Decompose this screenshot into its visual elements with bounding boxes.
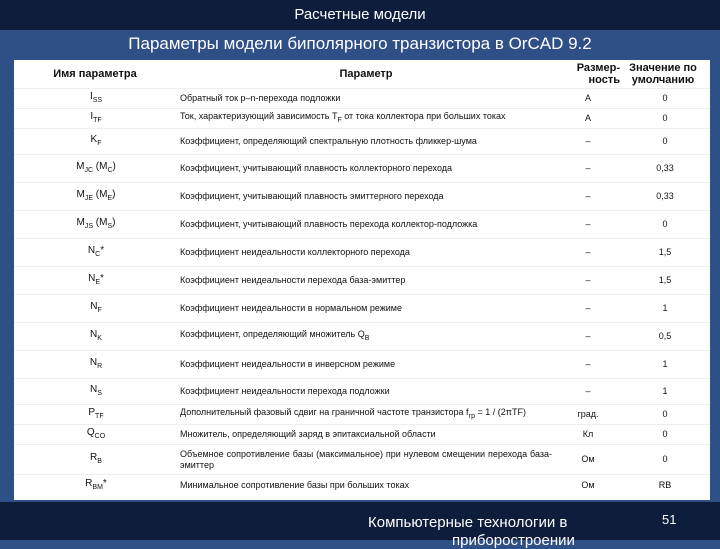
table-row — [14, 295, 710, 323]
description-subscript: F — [337, 116, 342, 124]
param-description: Минимальное сопротивление базы при больших токах — [180, 480, 410, 491]
param-description: Коэффициент, определяющий множитель Q — [180, 329, 365, 340]
table-body — [14, 89, 710, 497]
table-row — [14, 445, 710, 475]
param-symbol: I — [90, 111, 94, 122]
param-symbol-suffix: (M — [93, 161, 108, 172]
param-name-cell — [14, 425, 176, 445]
param-description: Коэффициент неидеальности коллекторного перехода — [180, 247, 410, 257]
param-unit: А — [556, 89, 620, 109]
param-symbol-subscript: C — [95, 251, 101, 258]
column-header-name: Имя параметра — [53, 68, 137, 80]
param-description: Коэффициент, учитывающий плавность эмиттерного перехода — [180, 191, 444, 201]
param-default-value: 0,5 — [620, 323, 710, 351]
param-default-value: 0 — [620, 89, 710, 109]
param-symbol-subscript: TF — [95, 413, 104, 420]
param-unit: – — [556, 239, 620, 267]
param-unit: Ом — [556, 475, 620, 497]
param-symbol-subscript: F — [97, 307, 102, 314]
param-unit: – — [556, 379, 620, 405]
param-symbol-subscript: SS — [92, 97, 103, 104]
param-symbol-subscript: JE — [84, 195, 94, 202]
param-description-continued: = 1 / (2πTF) — [475, 407, 526, 418]
param-description-cell — [176, 155, 556, 183]
param-symbol-subscript: B — [97, 458, 102, 465]
description-subscript: гр — [468, 412, 475, 420]
param-description: Коэффициент неидеальности перехода подложки — [180, 386, 390, 396]
param-alias-subscript: S — [107, 223, 113, 230]
table-header-row — [14, 60, 710, 89]
param-symbol-suffix: (M — [93, 189, 108, 200]
param-name-cell — [14, 379, 176, 405]
param-unit: – — [556, 267, 620, 295]
param-symbol-subscript: K — [97, 335, 102, 342]
param-symbol: P — [88, 407, 96, 418]
param-unit: – — [556, 323, 620, 351]
param-symbol-subscript: CO — [94, 433, 106, 440]
param-description: Коэффициент неидеальности в нормальном режиме — [180, 303, 402, 313]
param-description: Множитель, определяющий заряд в эпитаксиальной области — [180, 429, 436, 439]
param-symbol: I — [89, 91, 93, 102]
param-description: Дополнительный фазовый сдвиг на граничной частоте транзистора f — [180, 407, 469, 418]
header-bar — [0, 0, 720, 30]
table-row — [14, 89, 710, 109]
param-name-cell — [14, 405, 176, 425]
table-row — [14, 323, 710, 351]
param-unit: Кл — [556, 425, 620, 445]
param-description-cell — [176, 295, 556, 323]
param-unit: – — [556, 211, 620, 239]
param-symbol: R — [85, 478, 93, 490]
param-alias-close: ) — [112, 189, 116, 200]
table-row — [14, 183, 710, 211]
description-subscript: B — [364, 334, 370, 342]
param-alias-close: ) — [112, 161, 116, 172]
table-row — [14, 109, 710, 129]
table-row — [14, 239, 710, 267]
param-default-value: 0 — [620, 129, 710, 155]
param-name-cell — [14, 351, 176, 379]
param-default-value: 1,5 — [620, 239, 710, 267]
param-symbol: N — [90, 301, 98, 312]
param-description-cell — [176, 89, 556, 109]
param-description-cell — [176, 323, 556, 351]
param-symbol: K — [90, 134, 98, 145]
param-name-cell — [14, 155, 176, 183]
param-unit: – — [556, 155, 620, 183]
table-row — [14, 425, 710, 445]
param-symbol-subscript: F — [97, 140, 102, 147]
param-description-cell — [176, 425, 556, 445]
param-description-cell — [176, 267, 556, 295]
param-symbol: N — [90, 384, 98, 395]
param-description: Коэффициент, определяющий спектральную плотность фликкер-шума — [180, 136, 477, 146]
param-symbol: M — [76, 217, 85, 228]
param-default-value: 1 — [620, 295, 710, 323]
param-name-cell — [14, 211, 176, 239]
header-title: Расчетные модели — [294, 6, 426, 23]
param-symbol: R — [90, 452, 98, 463]
param-name-cell — [14, 475, 176, 497]
param-description: Объемное сопротивление базы (максимальное) при нулевом смещении перехода база-эмиттер — [180, 448, 552, 470]
param-description-cell — [176, 379, 556, 405]
param-symbol: N — [90, 329, 98, 340]
param-description-cell — [176, 351, 556, 379]
param-alias-subscript: E — [107, 195, 113, 202]
param-name-cell — [14, 89, 176, 109]
param-description: Коэффициент неидеальности перехода база-эмиттер — [180, 275, 406, 285]
param-default-value: 1,5 — [620, 267, 710, 295]
table-row — [14, 475, 710, 497]
param-symbol-suffix: * — [102, 478, 107, 490]
footer-bar — [0, 502, 720, 540]
table-row — [14, 211, 710, 239]
table-row — [14, 405, 710, 425]
param-description: Коэффициент, учитывающий плавность коллекторного перехода — [180, 163, 453, 173]
param-default-value: 1 — [620, 351, 710, 379]
param-description-cell — [176, 239, 556, 267]
param-symbol-subscript: S — [97, 390, 102, 397]
footer-text-continued: приборостроении — [452, 532, 575, 549]
param-name-cell — [14, 129, 176, 155]
param-name-cell — [14, 295, 176, 323]
param-symbol: N — [87, 245, 96, 256]
param-name-cell — [14, 323, 176, 351]
param-default-value: 1 — [620, 379, 710, 405]
param-description: Обратный ток p–n-перехода подложки — [180, 93, 341, 103]
param-unit: А — [556, 109, 620, 129]
param-unit: – — [556, 351, 620, 379]
param-symbol-subscript: R — [97, 363, 103, 370]
parameter-table-container — [14, 60, 710, 500]
param-default-value: 0 — [620, 109, 710, 129]
param-symbol-subscript: BM — [92, 484, 103, 492]
param-symbol-suffix: (M — [93, 217, 108, 228]
param-unit: – — [556, 183, 620, 211]
footer-text: Компьютерные технологии в — [368, 514, 568, 531]
table-row — [14, 155, 710, 183]
table-row — [14, 129, 710, 155]
param-default-value: RB — [620, 475, 710, 497]
param-description: Коэффициент, учитывающий плавность перехода коллектор-подложка — [180, 219, 478, 229]
param-description-cell — [176, 109, 556, 129]
param-name-cell — [14, 445, 176, 475]
column-header-unit: Размер-ность — [576, 62, 620, 86]
param-default-value: 0,33 — [620, 183, 710, 211]
param-unit: – — [556, 295, 620, 323]
param-name-cell — [14, 183, 176, 211]
param-description-cell — [176, 129, 556, 155]
param-symbol: N — [88, 273, 96, 284]
param-symbol: M — [76, 189, 85, 200]
param-name-cell — [14, 239, 176, 267]
param-name-cell — [14, 267, 176, 295]
param-description: Ток, характеризующий зависимость T — [180, 111, 338, 122]
param-symbol-subscript: JC — [84, 167, 94, 174]
param-symbol-subscript: E — [95, 279, 100, 286]
param-name-cell — [14, 109, 176, 129]
param-symbol-subscript: JS — [84, 223, 94, 230]
param-description-continued: от тока коллектора при больших токах — [341, 111, 506, 122]
slide-title: Параметры модели биполярного транзистора в OrCAD 9.2 — [128, 34, 592, 53]
param-description-cell — [176, 211, 556, 239]
param-description: Коэффициент неидеальности в инверсном режиме — [180, 359, 396, 369]
param-description-cell — [176, 405, 556, 425]
param-description-cell — [176, 445, 556, 475]
param-default-value: 0,33 — [620, 155, 710, 183]
param-symbol: N — [89, 357, 98, 368]
param-description-cell — [176, 475, 556, 497]
table-row — [14, 351, 710, 379]
param-unit: – — [556, 129, 620, 155]
param-alias-close: ) — [112, 217, 116, 228]
param-default-value: 0 — [620, 425, 710, 445]
param-alias-subscript: C — [107, 167, 113, 174]
parameter-table — [14, 60, 710, 497]
param-symbol: M — [76, 161, 85, 172]
param-default-value: 0 — [620, 405, 710, 425]
param-description-cell — [176, 183, 556, 211]
param-symbol-suffix: * — [100, 245, 105, 256]
param-symbol: Q — [86, 427, 95, 438]
param-unit: Ом — [556, 445, 620, 475]
param-default-value: 0 — [620, 445, 710, 475]
param-symbol-subscript: TF — [93, 117, 102, 124]
param-symbol-suffix: * — [100, 273, 104, 284]
column-header-parameter: Параметр — [339, 68, 393, 80]
table-row — [14, 267, 710, 295]
page-number: 51 — [662, 512, 677, 527]
column-header-default: Значение по умолчанию — [629, 62, 697, 86]
param-default-value: 0 — [620, 211, 710, 239]
param-unit: град. — [556, 405, 620, 425]
table-row — [14, 379, 710, 405]
